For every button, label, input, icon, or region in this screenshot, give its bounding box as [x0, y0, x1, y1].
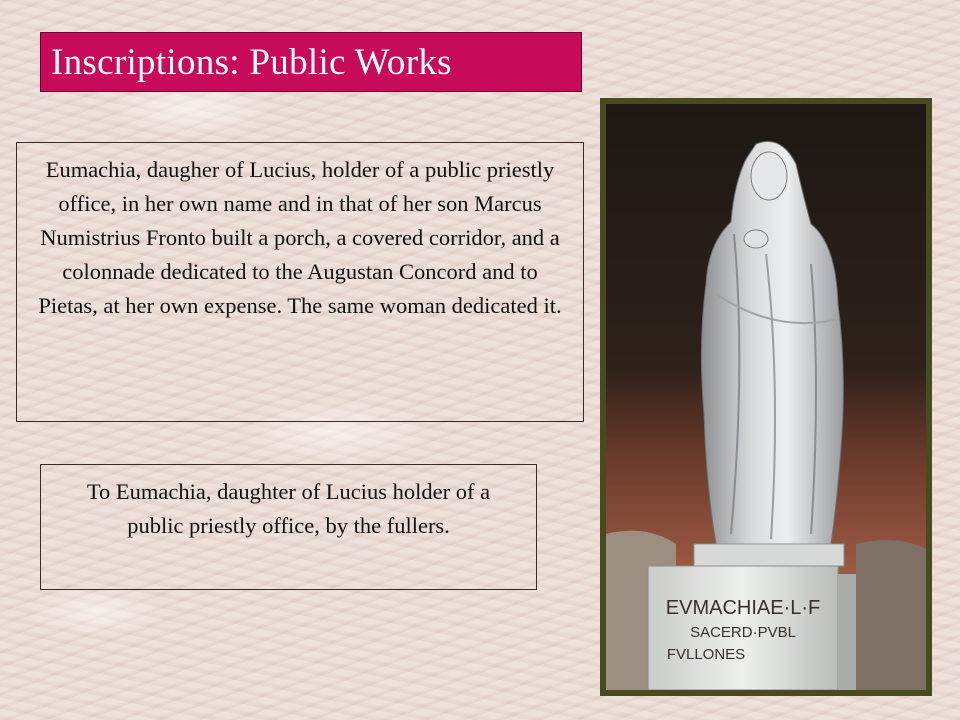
inscription-1-text: Eumachia, daugher of Lucius, holder of a public priestly office, in her own name and in that of her son Marcus Numistrius Fronto built a porch, a covered corridor, and a colonnade dedicated to the Augustan Concord and to Pietas, at her own expense. The same woman dedicated it.: [38, 157, 562, 318]
plinth-inscription-line-1: EVMACHIAE·L·F: [665, 597, 821, 619]
eumachia-statue-photo: [600, 98, 932, 696]
plinth-cap: [694, 544, 844, 566]
statue-illustration: [606, 104, 926, 690]
title-bar: [40, 32, 582, 92]
rubble-right: [856, 540, 926, 690]
inscription-2-text: To Eumachia, daughter of Lucius holder of a public priestly office, by the fullers.: [86, 479, 491, 538]
statue-head: [751, 152, 787, 200]
inscription-text-box-2: [40, 464, 537, 590]
plinth-inscription-line-3: FVLLONES: [666, 646, 746, 663]
statue-hand: [744, 230, 768, 248]
plinth-side: [838, 574, 856, 690]
inscription-text-box-1: [16, 142, 584, 422]
slide-title: Inscriptions: Public Works: [51, 41, 452, 83]
plinth-inscription-line-2: SACERD·PVBL: [690, 624, 796, 641]
